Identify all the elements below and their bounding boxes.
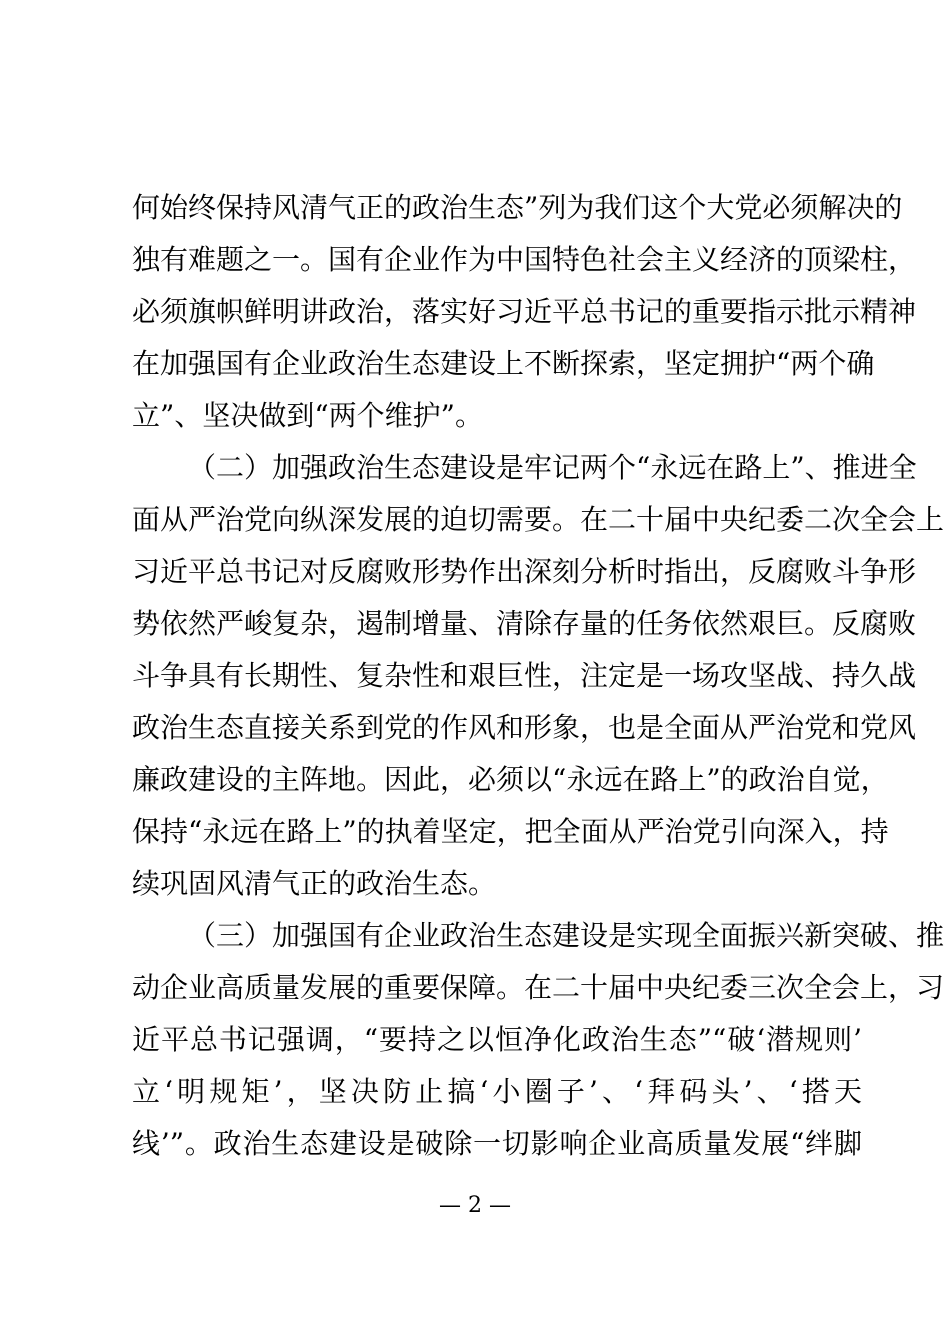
- text-line: 线’”。政治生态建设是破除一切影响企业高质量发展“绊脚: [132, 1127, 862, 1160]
- text-line: 势依然严峻复杂，遏制增量、清除存量的任务依然艰巨。反腐败: [132, 607, 917, 640]
- text-line: 立‘明规矩’，坚决防止搞‘小圈子’、‘拜码头’、‘搭天: [132, 1075, 862, 1108]
- text-line: 动企业高质量发展的重要保障。在二十届中央纪委三次全会上，习: [132, 971, 945, 1004]
- text-line: 面从严治党向纵深发展的迫切需要。在二十届中央纪委二次全会上: [132, 503, 945, 536]
- text-line: 立”、坚决做到“两个维护”。: [132, 399, 483, 432]
- paragraph-heading-line: （二）加强政治生态建设是牢记两个“永远在路上”、推进全: [188, 451, 917, 484]
- text-line: 斗争具有长期性、复杂性和艰巨性，注定是一场攻坚战、持久战: [132, 659, 917, 692]
- text-line: 续巩固风清气正的政治生态。: [132, 867, 497, 900]
- text-line: 近平总书记强调，“要持之以恒净化政治生态”“破‘潜规则’: [132, 1023, 862, 1056]
- text-line: 必须旗帜鲜明讲政治，落实好习近平总书记的重要指示批示精神: [132, 295, 917, 328]
- paragraph-heading-line: （三）加强国有企业政治生态建设是实现全面振兴新突破、推: [188, 919, 945, 952]
- page-number: — 2 —: [439, 1193, 511, 1218]
- text-line: 廉政建设的主阵地。因此，必须以“永远在路上”的政治自觉，: [132, 763, 889, 796]
- text-line: 习近平总书记对反腐败形势作出深刻分析时指出，反腐败斗争形: [132, 555, 917, 588]
- text-line: 在加强国有企业政治生态建设上不断探索，坚定拥护“两个确: [132, 347, 875, 380]
- text-line: 何始终保持风清气正的政治生态”列为我们这个大党必须解决的: [132, 191, 903, 224]
- text-line: 政治生态直接关系到党的作风和形象，也是全面从严治党和党风: [132, 711, 917, 744]
- text-line: 独有难题之一。国有企业作为中国特色社会主义经济的顶梁柱，: [132, 243, 917, 276]
- text-line: 保持“永远在路上”的执着坚定，把全面从严治党引向深入，持: [132, 815, 889, 848]
